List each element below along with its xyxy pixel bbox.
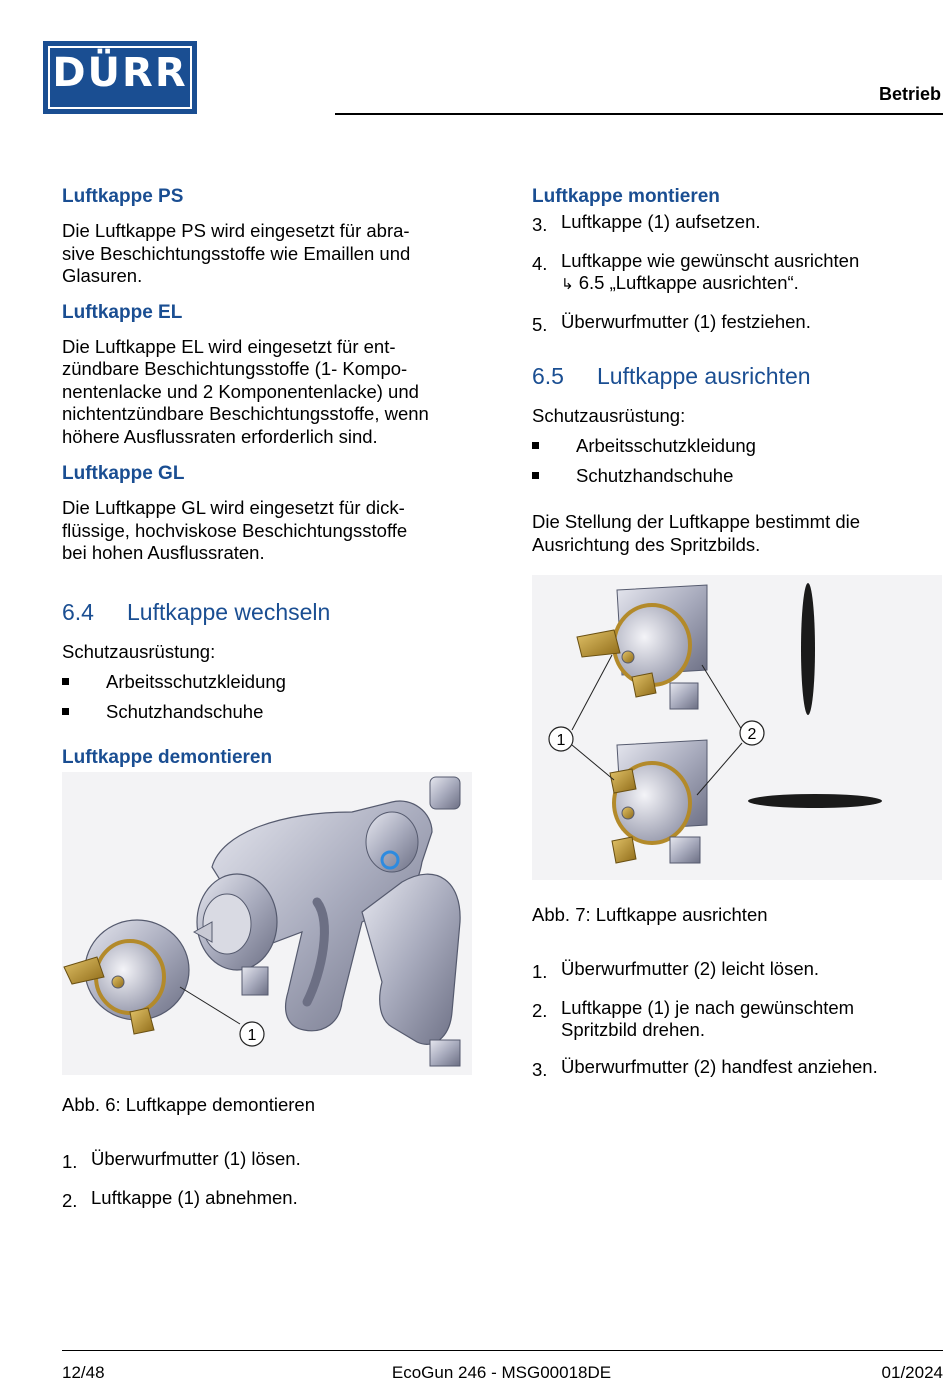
cross-reference-link[interactable]: 6.5 „Luftkappe ausrichten“. bbox=[578, 272, 799, 293]
left-column bbox=[62, 186, 482, 565]
section-title: Luftkappe ausrichten bbox=[597, 363, 811, 389]
bottom-fitting bbox=[430, 1040, 460, 1066]
callout-label: 1 bbox=[556, 732, 566, 749]
section-6-5-heading bbox=[532, 363, 811, 390]
adjustment-knob bbox=[366, 812, 418, 872]
intro-line: Die Stellung der Luftkappe bestimmt die bbox=[532, 511, 861, 532]
ausrichten-steps bbox=[532, 958, 942, 1078]
protection-label: Schutzausrüstung: bbox=[532, 405, 686, 426]
section-title: Luftkappe wechseln bbox=[127, 599, 331, 625]
figure-7-caption: Abb. 7: Luftkappe ausrichten bbox=[532, 904, 768, 925]
montieren-steps bbox=[532, 211, 942, 333]
list-item: Schutzhandschuhe bbox=[62, 701, 462, 723]
document-date: 01/2024 bbox=[881, 1363, 943, 1382]
gl-line: bei hohen Ausflussraten. bbox=[62, 542, 265, 563]
logo-text: DÜRR bbox=[52, 50, 188, 96]
duerr-logo bbox=[43, 41, 197, 114]
step-item: 3. Luftkappe (1) aufsetzen. bbox=[532, 211, 761, 235]
header-divider bbox=[335, 113, 943, 115]
bullet-icon bbox=[62, 708, 69, 715]
vertical-spray-pattern bbox=[801, 583, 815, 715]
bullet-icon bbox=[532, 442, 539, 449]
demontieren-steps bbox=[62, 1148, 482, 1209]
ps-line: sive Beschichtungsstoffe wie Emaillen und bbox=[62, 242, 411, 264]
list-item: Arbeitsschutzkleidung bbox=[532, 435, 932, 457]
bullet-icon bbox=[532, 472, 539, 479]
list-item: Schutzhandschuhe bbox=[532, 465, 932, 487]
intro-line: Ausrichtung des Spritzbilds. bbox=[532, 533, 761, 555]
header-section-label: Betrieb bbox=[878, 84, 941, 104]
horizontal-spray-pattern bbox=[748, 794, 882, 808]
air-cap-center bbox=[112, 976, 124, 988]
section-6-4-heading bbox=[62, 599, 330, 626]
figure-6-caption: Abb. 6: Luftkappe demontieren bbox=[62, 1094, 316, 1115]
protection-label: Schutzausrüstung: bbox=[62, 641, 216, 662]
protection-list bbox=[532, 435, 932, 487]
callout-label: 1 bbox=[247, 1027, 257, 1044]
gl-line: Die Luftkappe GL wird eingesetzt für dick- bbox=[62, 497, 405, 518]
protection-list bbox=[62, 671, 462, 723]
bullet-icon bbox=[62, 678, 69, 685]
page-number: 12/48 bbox=[62, 1363, 105, 1382]
el-paragraph bbox=[62, 336, 482, 449]
step-item: 3. Überwurfmutter (2) handfest anziehen. bbox=[532, 1055, 878, 1080]
heading-luftkappe-el: Luftkappe EL bbox=[62, 301, 183, 323]
el-line: nentenlacke und 2 Komponentenlacke) und bbox=[62, 380, 419, 402]
heading-luftkappe-montieren: Luftkappe montieren bbox=[532, 186, 720, 207]
spray-gun-illustration bbox=[62, 772, 472, 1075]
step-item: 1. Überwurfmutter (2) leicht lösen. bbox=[532, 958, 820, 982]
heading-luftkappe-gl: Luftkappe GL bbox=[62, 463, 185, 484]
el-line: zündbare Beschichtungsstoffe (1- Kompo- bbox=[62, 358, 408, 379]
section-number: 6.5 bbox=[532, 363, 564, 389]
step-item: 1. Überwurfmutter (1) lösen. bbox=[62, 1148, 301, 1172]
gl-line: flüssige, hochviskose Beschichtungsstoffe bbox=[62, 519, 408, 541]
list-item: Arbeitsschutzkleidung bbox=[62, 671, 462, 693]
step-item: 2. Luftkappe (1) abnehmen. bbox=[62, 1186, 298, 1211]
heading-luftkappe-demontieren: Luftkappe demontieren bbox=[62, 747, 273, 768]
intro-paragraph bbox=[532, 511, 942, 556]
air-cap-orientation-illustration bbox=[532, 575, 942, 880]
document-id: EcoGun 246 - MSG00018DE bbox=[391, 1363, 612, 1382]
step-item: 5. Überwurfmutter (1) festziehen. bbox=[532, 310, 811, 335]
footer-divider bbox=[62, 1350, 943, 1351]
el-line: nichtentzündbare Beschichtungsstoffe, wenn bbox=[62, 403, 429, 424]
step-item: 4. Luftkappe wie gewünscht ausrichten ↳ 6.5 „Luftkappe ausrichten“. bbox=[532, 249, 860, 293]
el-line: höhere Ausflussraten erforderlich sind. bbox=[62, 425, 378, 447]
rear-knob bbox=[430, 777, 460, 809]
step-item: 2. Luftkappe (1) je nach gewünschtem Spritzbild drehen. bbox=[532, 996, 855, 1040]
ps-line: Glasuren. bbox=[62, 265, 143, 286]
cross-reference-arrow-icon[interactable]: ↳ bbox=[561, 276, 574, 293]
callout-label: 2 bbox=[747, 726, 757, 743]
ps-line: Die Luftkappe PS wird eingesetzt für abra- bbox=[62, 220, 410, 241]
ps-paragraph bbox=[62, 220, 482, 288]
section-number: 6.4 bbox=[62, 599, 94, 625]
gl-paragraph bbox=[62, 497, 482, 565]
el-line: Die Luftkappe EL wird eingesetzt für ent- bbox=[62, 335, 396, 357]
air-cap-body bbox=[96, 941, 164, 1013]
air-inlet-fitting bbox=[242, 967, 268, 995]
figure-background bbox=[532, 575, 942, 880]
heading-luftkappe-ps: Luftkappe PS bbox=[62, 186, 184, 207]
